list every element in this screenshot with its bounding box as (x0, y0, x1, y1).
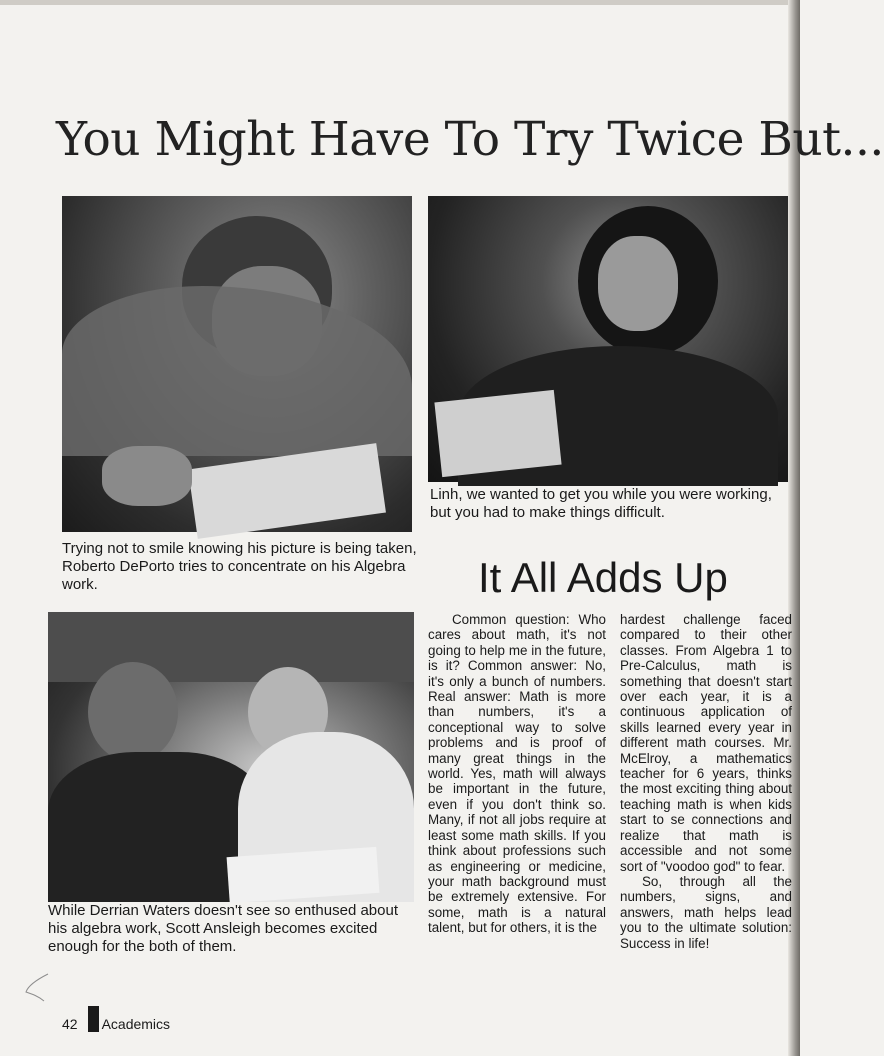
page-number: 42 (62, 1016, 78, 1032)
corner-scribble-mark (22, 972, 50, 1002)
article-title: It All Adds Up (478, 554, 728, 601)
section-name: Academics (101, 1016, 171, 1032)
page-headline: You Might Have To Try Twice But... (56, 112, 884, 167)
photo-caption-2: Linh, we wanted to get you while you were working, but you had to make things difficult. (430, 486, 772, 521)
photo-caption-3: While Derrian Waters doesn't see so enthused about his algebra work, Scott Ansleigh becomes excited enough for the both of them. (48, 902, 398, 955)
scan-edge-top (0, 0, 800, 5)
photo-caption-1: Trying not to smile knowing his picture is being taken, Roberto DePorto tries to concentrate on his Algebra work. (62, 540, 417, 593)
photo-two-students (48, 612, 414, 898)
article-column-2 (620, 612, 792, 951)
photo-student-smiling (428, 196, 788, 482)
page-footer (62, 1006, 170, 1032)
section-marker-bar (88, 1006, 99, 1032)
article-column-2-paragraph-2: So, through all the numbers, signs, and answers, math helps lead you to the ultimate solution: Success in life! (620, 873, 792, 951)
photo-student-writing (62, 196, 412, 532)
article-column-1: Common question: Who cares about math, it's not going to help me in the future, is it? Common answer: No, it's only a bunch of numbers. Real answer: Math is more than numbers, it's a conceptional way to solve problems and is proof of many great things in the world. Yes, math will always be important in the future, even if you don't think so. Many, if not all jobs require at least some math skills. If you think about professions such as engineering or medicine, your math background must be extremely extensive. For some, math is a natural talent, but for others, it is the (428, 612, 606, 936)
article-column-2-paragraph-1: hardest challenge faced compared to their other classes. From Algebra 1 to Pre-Calculus, math is something that doesn't start over each year, it is a continuous application of skills learned every year in different math courses. Mr. McElroy, a mathematics teacher for 6 years, thinks the most exciting thing about teaching math is when kids start to se connections and realize that math is accessible and not some sort of "voodoo god" to fear. (620, 612, 792, 874)
